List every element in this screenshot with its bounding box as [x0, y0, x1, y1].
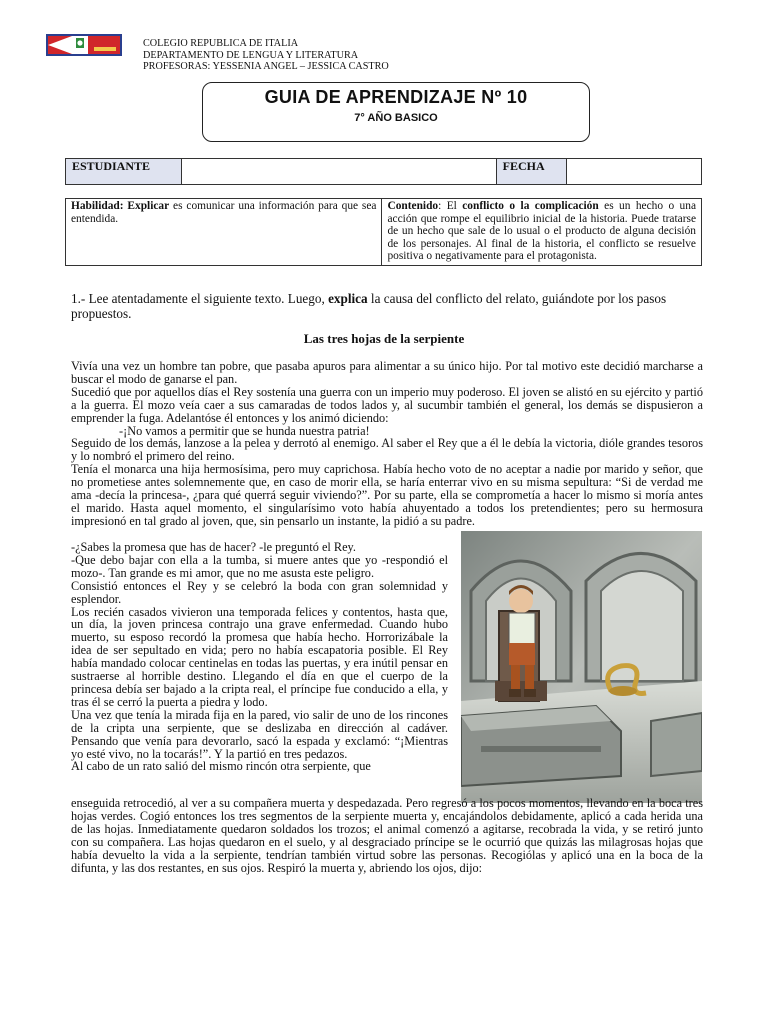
crypt-illustration-icon — [461, 531, 702, 803]
instruction-pre: 1.- Lee atentadamente el siguiente texto. Luego, — [71, 291, 329, 306]
content-pre: : El — [438, 200, 463, 212]
skill-text: es comunicar una información para que sea entendida. — [71, 200, 377, 225]
story-dialogue: -¡No vamos a permitir que se hunda nuestra patria! — [119, 423, 370, 438]
content-label: Contenido — [387, 200, 439, 212]
story-paragraph: Seguido de los demás, lanzose a la pelea y derrotó al enemigo. Al saber el Rey que a él le debía la victoria, dióle grandes tesoros y lo nombró el primero del reino. — [71, 436, 703, 464]
story-paragraph: -Que debo bajar con ella a la tumba, si muere antes que yo -respondió el mozo-. Tan grande es mi amor, que no me asusta este peligro. — [71, 552, 448, 580]
story-paragraph: -¿Sabes la promesa que has de hacer? -le preguntó el Rey. — [71, 540, 356, 554]
department-name: DEPARTAMENTO DE LENGUA Y LITERATURA — [143, 49, 359, 61]
student-label: ESTUDIANTE — [66, 159, 182, 185]
content-text: es un hecho o una acción que rompe el equilibrio inicial de la historia. Puede tratarse de un hecho que sale de lo usual o el producto de alguna decisión de los personajes. Al final de la historia, el conflicto se resuelve positiva o negativamente para el protagonista. — [387, 200, 697, 263]
story-left-block — [71, 541, 448, 773]
story-paragraph: Una vez que tenía la mirada fija en la pared, vio salir de uno de los rincones de la cripta una serpiente, que se deslizaba en dirección al cadáver. Pensando que venía para devorarlo, sacó la espada y exclamó: “¡Mientras yo esté vivo, no la tocarás!”. Y la partió en tres pedazos. — [71, 707, 448, 761]
school-name: COLEGIO REPUBLICA DE ITALIA — [143, 38, 299, 49]
story-paragraph: Consistió entonces el Rey y se celebró la boda con gran solemnidad y esplendor. — [71, 578, 448, 606]
skill-label: Habilidad: Explicar — [71, 200, 170, 212]
content-cell — [382, 199, 702, 266]
guide-title-box — [202, 82, 590, 142]
date-label: FECHA — [496, 159, 566, 185]
story-paragraph: enseguida retrocedió, al ver a su compañera muerta y despedazada. Pero regresó a los pocos momentos, llevando en la boca tres hojas verdes. Cogió entonces los tres segmentos de la serpiente muerta y, encajándolos debidamente, aplicó a cada herida una de las hojas. Inmediatamente quedaron soldados los trozos; el animal comenzó a agitarse, recobrada la vida, y se retiró junto con su compañera. Las hojas quedaron en el suelo, y al desgraciado príncipe se le ocurrió que quizás las milagrosas hojas que había devuelto la vida a la serpiente, tendrían también virtud sobre las personas. Recogiólas y aplicó una en la boca de la difunta, y las dos restantes, en sus ojos. Respiró la muerta y, abriendo los ojos, dijo: — [71, 796, 703, 875]
story-paragraph: Tenía el monarca una hija hermosísima, pero muy caprichosa. Había hecho voto de no aceptar a nadie por marido y señor, que no prometiese antes solemnemente que, en caso de morir ella, se haría enterrar vivo en su misma sepultura: “Si de verdad me ama -decía la princesa-, ¿para qué querrá seguir viviendo?”. Por su parte, ella se comprometía a hacer lo mismo si moría antes el marido. Hasta aquel momento, el singularísimo voto había ahuyentado a todos los pretendientes; pero su hermosura impresionó en tal grado al joven, que, sin pensarlo un instante, la pidió a su padre. — [71, 462, 703, 528]
school-logo-icon — [46, 34, 122, 56]
story-paragraph: Sucedió que por aquellos días el Rey sostenía una guerra con un imperio muy poderoso. El joven se alistó en su ejército y partió a la guerra. El mozo veía caer a sus camaradas de todos lados y, al sucumbir también el general, los demás se dispusieron a emprender la fuga. Adelantóse él entonces y los animó diciendo: — [71, 384, 703, 425]
content-bold: conflicto o la complicación — [462, 200, 599, 212]
date-field[interactable] — [566, 159, 701, 185]
instruction-bold: explica — [328, 291, 368, 306]
story-top-block — [71, 360, 703, 528]
skill-cell — [66, 199, 382, 266]
grade-subtitle: 7° AÑO BASICO — [354, 112, 438, 124]
skill-content-table — [65, 198, 702, 266]
student-name-field[interactable] — [182, 159, 496, 185]
story-paragraph: Al cabo de un rato salió del mismo rincón otra serpiente, que — [71, 759, 371, 774]
instruction — [71, 291, 703, 321]
guide-title: GUIA DE APRENDIZAJE Nº 10 — [264, 87, 528, 107]
instruction-post: la causa del conflicto del relato, guiándote por los pasos propuestos. — [71, 291, 667, 321]
story-paragraph: Vivía una vez un hombre tan pobre, que pasaba apuros para alimentar a su único hijo. Por tal motivo este decidió marcharse a buscar el modo de ganarse el pan. — [71, 359, 703, 386]
story-bottom-block — [71, 797, 703, 874]
story-paragraph: Los recién casados vivieron una temporada felices y contentos, hasta que, un día, la joven princesa contrajo una grave enfermedad. Cuando hubo muerto, su esposo recordó la promesa que había hecho. Horrorizábale la idea de ser sepultado en vida; pero no había escapatoria posible. El Rey había mandado colocar centinelas en todas las puertas, y era inútil pensar en sustraerse al horrible destino. Llegando el día en que el cuerpo de la princesa debía ser bajado a la cripta real, el príncipe fue conducido a ella, y tras él se cerró la puerta a piedra y lodo. — [71, 604, 448, 709]
student-info-table — [65, 158, 702, 185]
teachers-line: PROFESORAS: YESSENIA ANGEL – JESSICA CASTRO — [143, 61, 389, 72]
school-header — [143, 38, 389, 73]
story-title: Las tres hojas de la serpiente — [303, 331, 465, 346]
